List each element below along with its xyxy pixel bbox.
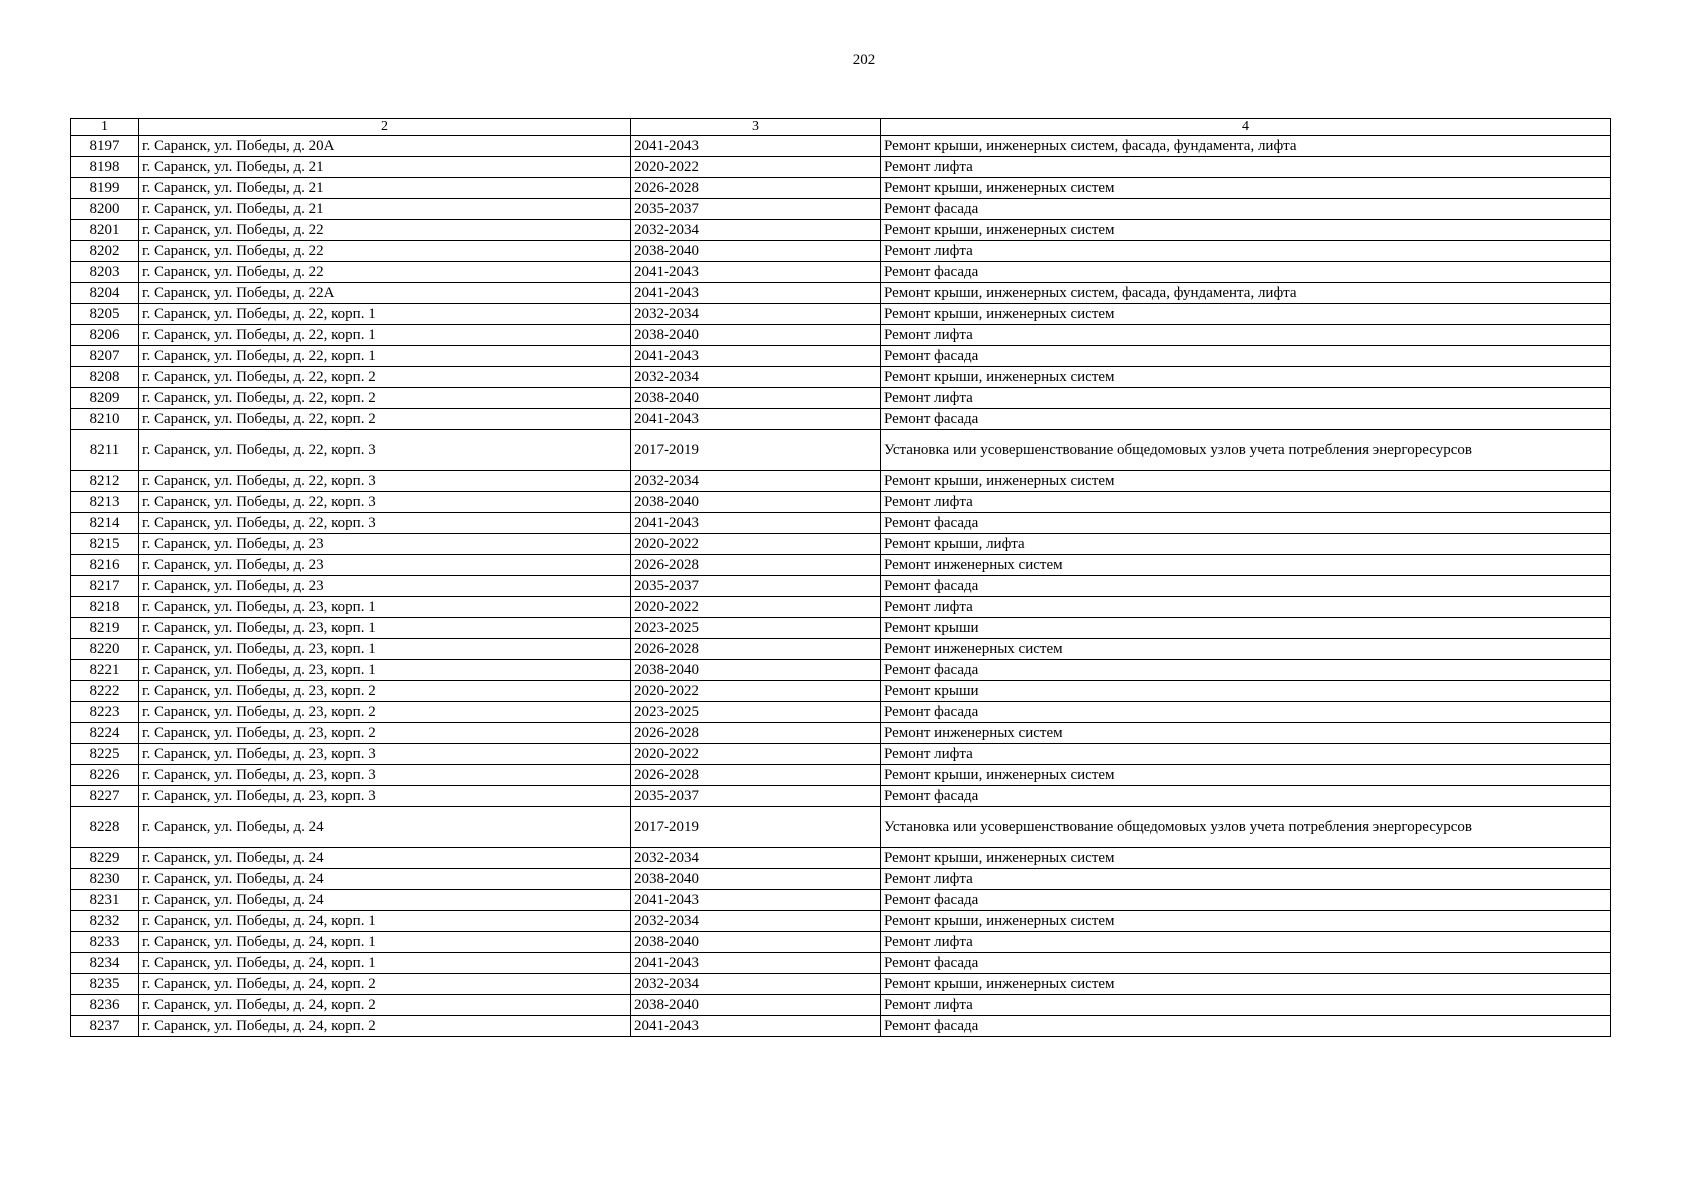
address-cell: г. Саранск, ул. Победы, д. 24	[139, 890, 631, 911]
period-cell: 2032-2034	[631, 367, 881, 388]
address-cell: г. Саранск, ул. Победы, д. 22, корп. 3	[139, 471, 631, 492]
work-type-cell: Ремонт лифта	[881, 388, 1611, 409]
period-cell: 2017-2019	[631, 807, 881, 848]
table-row	[71, 953, 1611, 974]
row-number-cell: 8221	[71, 660, 139, 681]
period-cell: 2035-2037	[631, 786, 881, 807]
table-row	[71, 681, 1611, 702]
work-type-cell: Ремонт фасада	[881, 576, 1611, 597]
period-cell: 2026-2028	[631, 765, 881, 786]
work-type-cell: Ремонт фасада	[881, 953, 1611, 974]
address-cell: г. Саранск, ул. Победы, д. 23, корп. 2	[139, 702, 631, 723]
period-cell: 2032-2034	[631, 304, 881, 325]
row-number-cell: 8227	[71, 786, 139, 807]
work-type-cell: Ремонт инженерных систем	[881, 555, 1611, 576]
table-row	[71, 262, 1611, 283]
row-number-cell: 8200	[71, 199, 139, 220]
table-row	[71, 157, 1611, 178]
period-cell: 2038-2040	[631, 932, 881, 953]
row-number-cell: 8218	[71, 597, 139, 618]
work-type-cell: Ремонт лифта	[881, 325, 1611, 346]
table-row	[71, 702, 1611, 723]
period-cell: 2026-2028	[631, 639, 881, 660]
period-cell: 2032-2034	[631, 471, 881, 492]
table-row	[71, 869, 1611, 890]
work-type-cell: Ремонт лифта	[881, 492, 1611, 513]
row-number-cell: 8211	[71, 430, 139, 471]
address-cell: г. Саранск, ул. Победы, д. 23, корп. 3	[139, 744, 631, 765]
period-cell: 2038-2040	[631, 995, 881, 1016]
table-row	[71, 492, 1611, 513]
table-row	[71, 367, 1611, 388]
address-cell: г. Саранск, ул. Победы, д. 22А	[139, 283, 631, 304]
address-cell: г. Саранск, ул. Победы, д. 22, корп. 3	[139, 430, 631, 471]
header-cell-3: 3	[631, 119, 881, 136]
period-cell: 2041-2043	[631, 283, 881, 304]
row-number-cell: 8203	[71, 262, 139, 283]
table-row	[71, 974, 1611, 995]
table-row	[71, 807, 1611, 848]
table-row	[71, 283, 1611, 304]
row-number-cell: 8201	[71, 220, 139, 241]
period-cell: 2041-2043	[631, 890, 881, 911]
address-cell: г. Саранск, ул. Победы, д. 21	[139, 199, 631, 220]
row-number-cell: 8205	[71, 304, 139, 325]
table-row	[71, 220, 1611, 241]
work-type-cell: Ремонт фасада	[881, 1016, 1611, 1037]
period-cell: 2032-2034	[631, 974, 881, 995]
table-row	[71, 618, 1611, 639]
table-row	[71, 723, 1611, 744]
address-cell: г. Саранск, ул. Победы, д. 23	[139, 555, 631, 576]
address-cell: г. Саранск, ул. Победы, д. 21	[139, 157, 631, 178]
address-cell: г. Саранск, ул. Победы, д. 24, корп. 2	[139, 974, 631, 995]
work-type-cell: Ремонт фасада	[881, 262, 1611, 283]
address-cell: г. Саранск, ул. Победы, д. 23	[139, 534, 631, 555]
work-type-cell: Ремонт крыши	[881, 681, 1611, 702]
work-type-cell: Ремонт лифта	[881, 157, 1611, 178]
address-cell: г. Саранск, ул. Победы, д. 24	[139, 848, 631, 869]
work-type-cell: Ремонт крыши, инженерных систем	[881, 765, 1611, 786]
row-number-cell: 8225	[71, 744, 139, 765]
table-row	[71, 241, 1611, 262]
work-type-cell: Ремонт лифта	[881, 869, 1611, 890]
address-cell: г. Саранск, ул. Победы, д. 24, корп. 2	[139, 1016, 631, 1037]
address-cell: г. Саранск, ул. Победы, д. 24, корп. 1	[139, 911, 631, 932]
work-type-cell: Ремонт крыши, инженерных систем	[881, 911, 1611, 932]
row-number-cell: 8209	[71, 388, 139, 409]
work-type-cell: Ремонт фасада	[881, 513, 1611, 534]
period-cell: 2038-2040	[631, 388, 881, 409]
row-number-cell: 8220	[71, 639, 139, 660]
address-cell: г. Саранск, ул. Победы, д. 22, корп. 1	[139, 304, 631, 325]
period-cell: 2041-2043	[631, 346, 881, 367]
work-type-cell: Ремонт инженерных систем	[881, 723, 1611, 744]
table-row	[71, 639, 1611, 660]
table-row	[71, 136, 1611, 157]
address-cell: г. Саранск, ул. Победы, д. 24, корп. 1	[139, 953, 631, 974]
period-cell: 2041-2043	[631, 953, 881, 974]
address-cell: г. Саранск, ул. Победы, д. 24	[139, 869, 631, 890]
work-type-cell: Ремонт инженерных систем	[881, 639, 1611, 660]
row-number-cell: 8235	[71, 974, 139, 995]
row-number-cell: 8197	[71, 136, 139, 157]
row-number-cell: 8237	[71, 1016, 139, 1037]
address-cell: г. Саранск, ул. Победы, д. 23	[139, 576, 631, 597]
address-cell: г. Саранск, ул. Победы, д. 21	[139, 178, 631, 199]
work-type-cell: Ремонт фасада	[881, 702, 1611, 723]
table-row	[71, 765, 1611, 786]
work-type-cell: Ремонт крыши, инженерных систем	[881, 848, 1611, 869]
address-cell: г. Саранск, ул. Победы, д. 20А	[139, 136, 631, 157]
period-cell: 2020-2022	[631, 597, 881, 618]
period-cell: 2020-2022	[631, 534, 881, 555]
period-cell: 2032-2034	[631, 848, 881, 869]
period-cell: 2032-2034	[631, 911, 881, 932]
address-cell: г. Саранск, ул. Победы, д. 22, корп. 2	[139, 388, 631, 409]
work-type-cell: Ремонт крыши, инженерных систем	[881, 304, 1611, 325]
address-cell: г. Саранск, ул. Победы, д. 23, корп. 3	[139, 786, 631, 807]
period-cell: 2020-2022	[631, 744, 881, 765]
address-cell: г. Саранск, ул. Победы, д. 23, корп. 2	[139, 723, 631, 744]
period-cell: 2017-2019	[631, 430, 881, 471]
period-cell: 2041-2043	[631, 409, 881, 430]
table-row	[71, 199, 1611, 220]
table-row	[71, 409, 1611, 430]
row-number-cell: 8226	[71, 765, 139, 786]
row-number-cell: 8222	[71, 681, 139, 702]
work-type-cell: Установка или усовершенствование общедомовых узлов учета потребления энергоресурсов	[881, 807, 1611, 848]
work-type-cell: Ремонт лифта	[881, 597, 1611, 618]
work-type-cell: Ремонт крыши, инженерных систем	[881, 471, 1611, 492]
period-cell: 2038-2040	[631, 325, 881, 346]
address-cell: г. Саранск, ул. Победы, д. 24	[139, 807, 631, 848]
table-row	[71, 430, 1611, 471]
table-row	[71, 325, 1611, 346]
repair-schedule-table	[70, 118, 1611, 1037]
table-row	[71, 576, 1611, 597]
work-type-cell: Ремонт крыши	[881, 618, 1611, 639]
work-type-cell: Ремонт фасада	[881, 660, 1611, 681]
row-number-cell: 8233	[71, 932, 139, 953]
table-row	[71, 597, 1611, 618]
work-type-cell: Ремонт крыши, инженерных систем	[881, 974, 1611, 995]
table-row	[71, 178, 1611, 199]
work-type-cell: Ремонт фасада	[881, 199, 1611, 220]
header-cell-2: 2	[139, 119, 631, 136]
table-row	[71, 744, 1611, 765]
work-type-cell: Ремонт крыши, инженерных систем, фасада, фундамента, лифта	[881, 136, 1611, 157]
period-cell: 2026-2028	[631, 178, 881, 199]
row-number-cell: 8208	[71, 367, 139, 388]
period-cell: 2020-2022	[631, 157, 881, 178]
period-cell: 2035-2037	[631, 576, 881, 597]
row-number-cell: 8202	[71, 241, 139, 262]
address-cell: г. Саранск, ул. Победы, д. 22	[139, 241, 631, 262]
table-row	[71, 513, 1611, 534]
row-number-cell: 8223	[71, 702, 139, 723]
work-type-cell: Ремонт лифта	[881, 744, 1611, 765]
work-type-cell: Ремонт крыши, инженерных систем	[881, 220, 1611, 241]
address-cell: г. Саранск, ул. Победы, д. 22, корп. 1	[139, 346, 631, 367]
page-number: 202	[852, 52, 876, 68]
row-number-cell: 8228	[71, 807, 139, 848]
address-cell: г. Саранск, ул. Победы, д. 23, корп. 3	[139, 765, 631, 786]
row-number-cell: 8216	[71, 555, 139, 576]
row-number-cell: 8236	[71, 995, 139, 1016]
row-number-cell: 8199	[71, 178, 139, 199]
period-cell: 2023-2025	[631, 702, 881, 723]
row-number-cell: 8230	[71, 869, 139, 890]
address-cell: г. Саранск, ул. Победы, д. 22	[139, 262, 631, 283]
work-type-cell: Ремонт крыши, инженерных систем	[881, 178, 1611, 199]
table-row	[71, 848, 1611, 869]
address-cell: г. Саранск, ул. Победы, д. 22	[139, 220, 631, 241]
row-number-cell: 8210	[71, 409, 139, 430]
address-cell: г. Саранск, ул. Победы, д. 22, корп. 2	[139, 409, 631, 430]
header-cell-4: 4	[881, 119, 1611, 136]
period-cell: 2023-2025	[631, 618, 881, 639]
table-row	[71, 304, 1611, 325]
work-type-cell: Ремонт фасада	[881, 409, 1611, 430]
work-type-cell: Ремонт крыши, инженерных систем	[881, 367, 1611, 388]
row-number-cell: 8206	[71, 325, 139, 346]
period-cell: 2035-2037	[631, 199, 881, 220]
table-row	[71, 534, 1611, 555]
address-cell: г. Саранск, ул. Победы, д. 22, корп. 1	[139, 325, 631, 346]
work-type-cell: Ремонт фасада	[881, 786, 1611, 807]
work-type-cell: Ремонт лифта	[881, 241, 1611, 262]
row-number-cell: 8229	[71, 848, 139, 869]
period-cell: 2038-2040	[631, 869, 881, 890]
work-type-cell: Ремонт лифта	[881, 995, 1611, 1016]
period-cell: 2026-2028	[631, 555, 881, 576]
period-cell: 2038-2040	[631, 492, 881, 513]
address-cell: г. Саранск, ул. Победы, д. 22, корп. 2	[139, 367, 631, 388]
address-cell: г. Саранск, ул. Победы, д. 23, корп. 1	[139, 618, 631, 639]
table-row	[71, 995, 1611, 1016]
table-row	[71, 932, 1611, 953]
table-header-row	[71, 119, 1611, 136]
address-cell: г. Саранск, ул. Победы, д. 23, корп. 1	[139, 639, 631, 660]
table-row	[71, 555, 1611, 576]
row-number-cell: 8213	[71, 492, 139, 513]
address-cell: г. Саранск, ул. Победы, д. 23, корп. 1	[139, 660, 631, 681]
work-type-cell: Ремонт крыши, лифта	[881, 534, 1611, 555]
row-number-cell: 8204	[71, 283, 139, 304]
row-number-cell: 8234	[71, 953, 139, 974]
period-cell: 2041-2043	[631, 1016, 881, 1037]
period-cell: 2026-2028	[631, 723, 881, 744]
row-number-cell: 8198	[71, 157, 139, 178]
period-cell: 2032-2034	[631, 220, 881, 241]
row-number-cell: 8215	[71, 534, 139, 555]
table-body	[71, 119, 1611, 1037]
table-row	[71, 660, 1611, 681]
table-row	[71, 890, 1611, 911]
row-number-cell: 8231	[71, 890, 139, 911]
period-cell: 2038-2040	[631, 241, 881, 262]
row-number-cell: 8207	[71, 346, 139, 367]
row-number-cell: 8224	[71, 723, 139, 744]
period-cell: 2038-2040	[631, 660, 881, 681]
row-number-cell: 8217	[71, 576, 139, 597]
work-type-cell: Ремонт лифта	[881, 932, 1611, 953]
table-row	[71, 911, 1611, 932]
period-cell: 2020-2022	[631, 681, 881, 702]
period-cell: 2041-2043	[631, 513, 881, 534]
table-row	[71, 471, 1611, 492]
table-row	[71, 346, 1611, 367]
period-cell: 2041-2043	[631, 262, 881, 283]
row-number-cell: 8212	[71, 471, 139, 492]
address-cell: г. Саранск, ул. Победы, д. 22, корп. 3	[139, 513, 631, 534]
work-type-cell: Ремонт крыши, инженерных систем, фасада, фундамента, лифта	[881, 283, 1611, 304]
row-number-cell: 8219	[71, 618, 139, 639]
row-number-cell: 8214	[71, 513, 139, 534]
table-row	[71, 1016, 1611, 1037]
header-cell-1: 1	[71, 119, 139, 136]
address-cell: г. Саранск, ул. Победы, д. 24, корп. 1	[139, 932, 631, 953]
work-type-cell: Ремонт фасада	[881, 890, 1611, 911]
table-row	[71, 388, 1611, 409]
row-number-cell: 8232	[71, 911, 139, 932]
period-cell: 2041-2043	[631, 136, 881, 157]
work-type-cell: Ремонт фасада	[881, 346, 1611, 367]
table-row	[71, 786, 1611, 807]
address-cell: г. Саранск, ул. Победы, д. 24, корп. 2	[139, 995, 631, 1016]
work-type-cell: Установка или усовершенствование общедомовых узлов учета потребления энергоресурсов	[881, 430, 1611, 471]
address-cell: г. Саранск, ул. Победы, д. 22, корп. 3	[139, 492, 631, 513]
address-cell: г. Саранск, ул. Победы, д. 23, корп. 1	[139, 597, 631, 618]
address-cell: г. Саранск, ул. Победы, д. 23, корп. 2	[139, 681, 631, 702]
